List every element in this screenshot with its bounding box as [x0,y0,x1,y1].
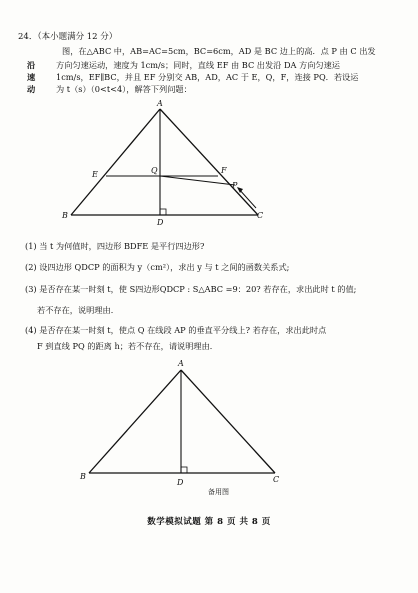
page-footer: 数学模拟试题 第 8 页 共 8 页 [147,517,271,527]
fig2-right-angle-mark [181,467,187,473]
fig1-label-c: C [257,211,264,220]
spare-figure-caption: 备用图 [208,488,229,496]
fig2-label-d: D [177,478,184,487]
question-2: (2) 设四边形 QDCP 的面积为 y（cm²），求出 y 与 t 之间的函数关系式; [25,262,290,272]
problem-header: 24．（本小题满分 12 分） [18,32,118,42]
fig1-label-a: A [157,99,163,108]
question-4: (4) 是否存在某一时刻 t，使点 Q 在线段 AP 的垂直平分线上? 若存在，求出此时点 [25,325,327,335]
problem-stem-line-3: 1cm/s，EF∥BC，并且 EF 分别交 AB，AD，AC 于 E，Q，F，连接 PQ．若设运 [56,72,359,82]
fig2-label-b: B [80,472,86,481]
fig1-label-q: Q [151,166,158,175]
fig1-label-b: B [62,211,68,220]
fig1-label-e: E [92,170,98,179]
question-1: (1) 当 t 为何值时，四边形 BDFE 是平行四边形? [25,241,205,251]
problem-stem-line-4: 为 t（s）（0<t<4），解答下列问题： [56,84,192,94]
fig2-side-ac [181,370,275,473]
fig2-label-a: A [178,359,184,368]
side-label-3: 动 [27,84,36,94]
side-label-1: 沿 [27,60,36,70]
problem-stem-line-1: 图，在△ABC 中，AB=AC=5cm，BC=6cm，AD 是 BC 边上的高．点 P 由 C 出发 [62,46,376,56]
fig1-label-p: P [232,181,238,190]
question-3: (3) 是否存在某一时刻 t，使 S四边形QDCP : S△ABC =9：20? 若存在，求出此时 t 的值; [25,284,357,294]
fig2-side-ab [89,370,181,473]
problem-stem-line-2: 方向匀速运动，速度为 1cm/s；同时，直线 EF 由 BC 出发沿 DA 方向匀速运 [56,60,340,70]
question-4-cont: F 到直线 PQ 的距离 h；若不存在，请说明理由． [37,341,218,351]
fig1-label-d: D [157,218,164,227]
fig1-label-f: F [221,166,227,175]
question-3-cont: 若不存在，说明理由． [37,305,119,315]
side-label-2: 速 [27,72,36,82]
fig2-label-c: C [273,475,280,484]
